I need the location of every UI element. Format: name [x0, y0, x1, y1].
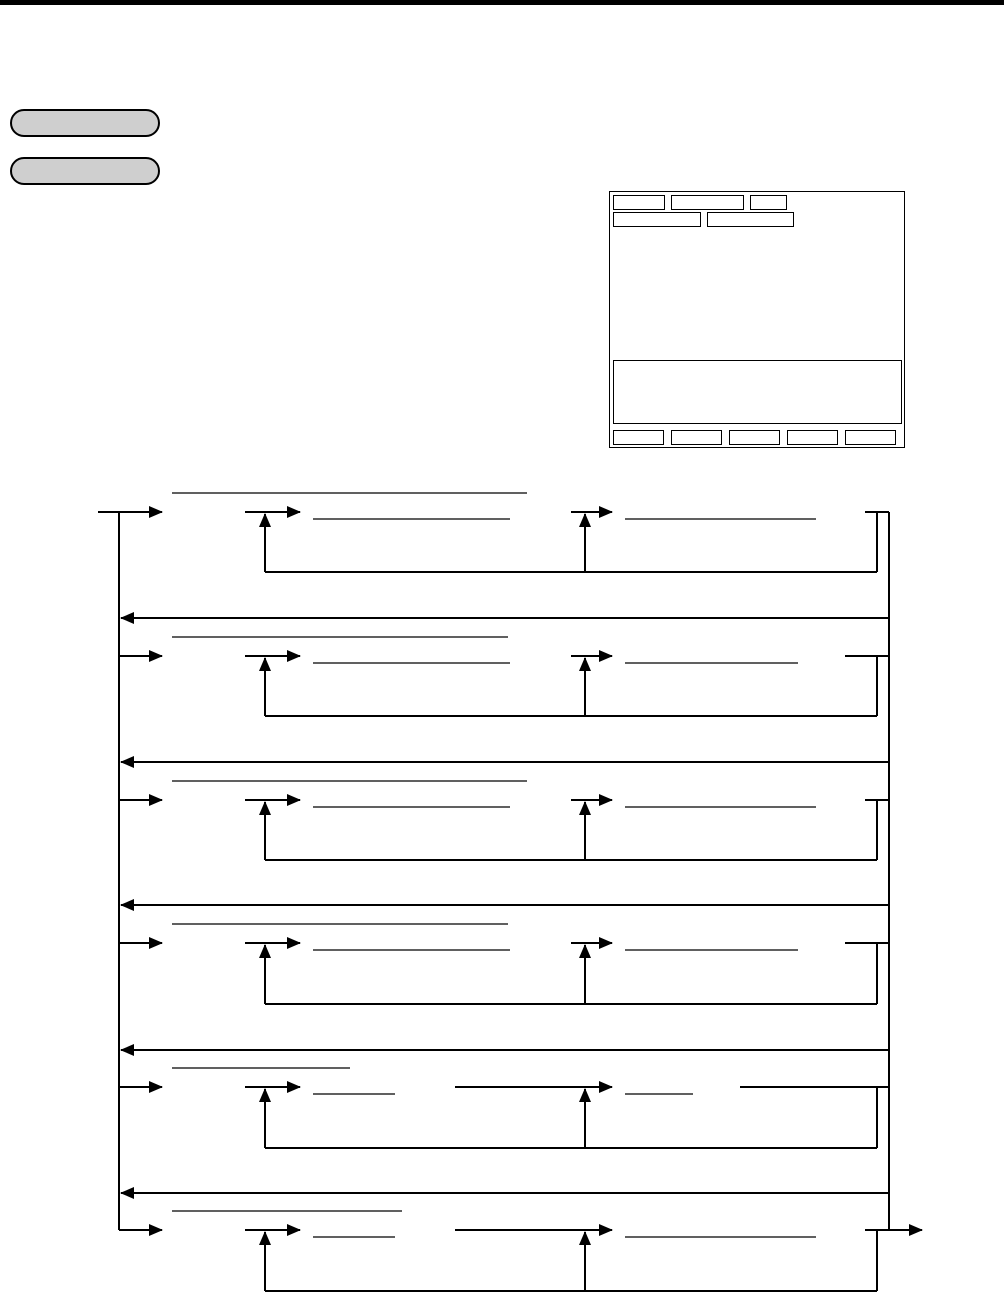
- flow-row: [119, 1087, 889, 1193]
- flow-row: [119, 943, 889, 1050]
- flow-row: [119, 512, 889, 618]
- flow-row: [119, 656, 889, 762]
- flow-row: [119, 1230, 922, 1291]
- flow-row: [119, 800, 889, 905]
